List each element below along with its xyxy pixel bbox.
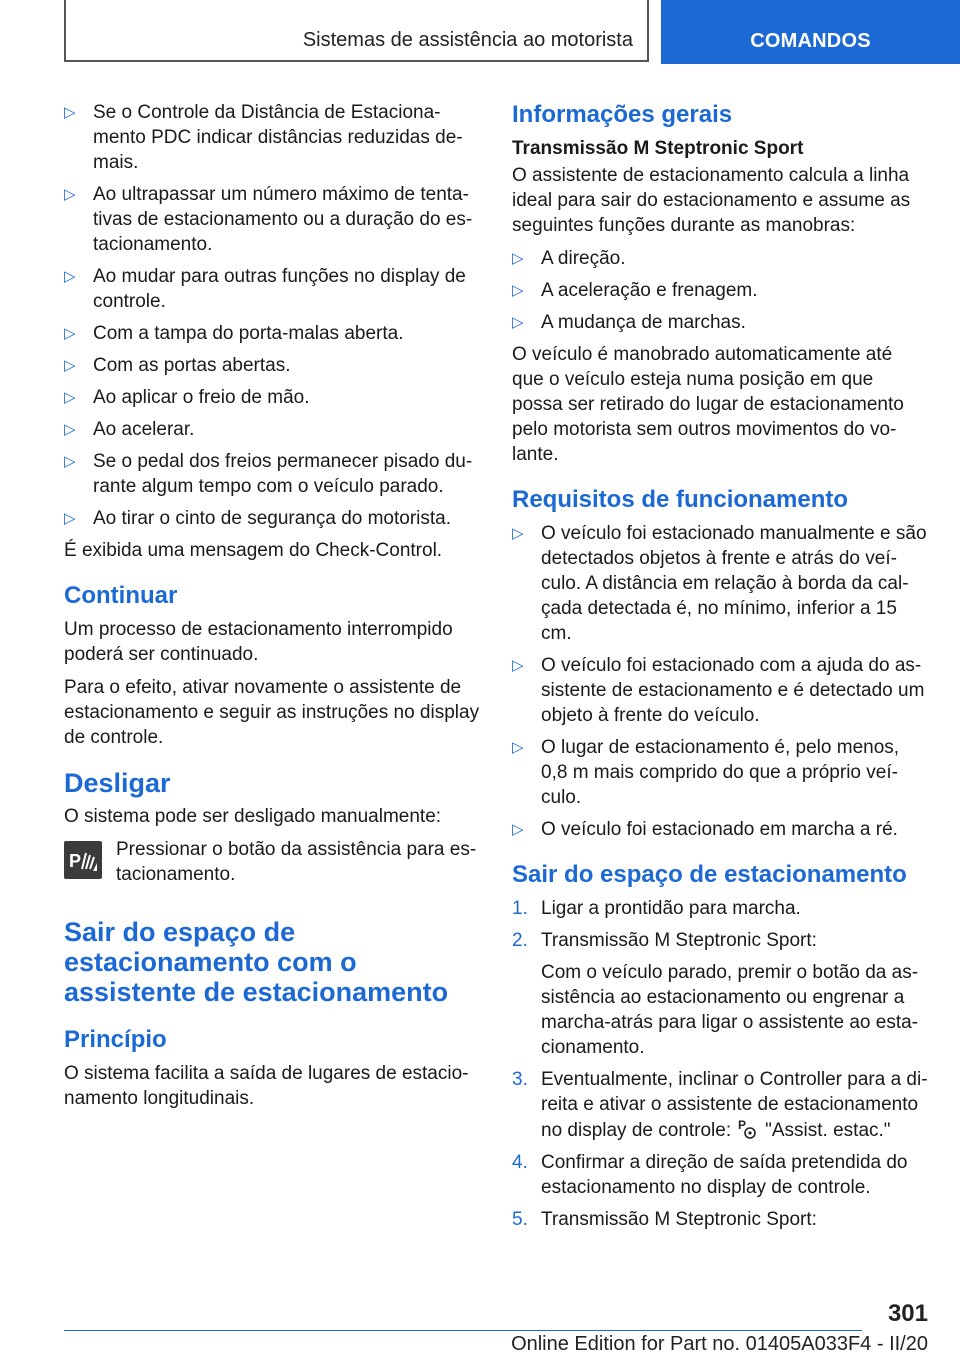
- heading-requisitos: Requisitos de funcionamento: [512, 486, 849, 513]
- subheading: Transmissão M Steptronic Sport: [512, 138, 804, 159]
- triangle-bullet-icon: ▷: [64, 104, 76, 121]
- svg-text:P: P: [69, 851, 82, 871]
- page-number: 301: [887, 1300, 928, 1327]
- triangle-bullet-icon: ▷: [64, 357, 76, 374]
- triangle-bullet-icon: ▷: [512, 525, 524, 542]
- list-item: ▷ Ao mudar para outras funções no display de controle.: [64, 266, 466, 312]
- paragraph: O veículo é manobrado automaticamente até que o veículo esteja numa posição em que possa ser retirado do lugar de estacionamento pelo motorista sem outros movimentos do vo-lante.: [512, 344, 904, 465]
- list-item: ▷ Se o pedal dos freios permanecer pisado du-rante algum tempo com o veículo parado.: [64, 451, 473, 497]
- heading-desligar: Desligar: [64, 768, 171, 798]
- heading-sair-com-assistente: Sair do espaço de estacionamento com o assistente de estacionamento: [64, 917, 449, 1007]
- triangle-bullet-icon: ▷: [512, 739, 524, 756]
- step-item: 3. Eventualmente, inclinar o Controller para a di-reita e ativar o assistente de estacionamento no display de controle: P "Assist. estac.": [512, 1069, 928, 1141]
- triangle-bullet-icon: ▷: [64, 453, 76, 470]
- list-item: ▷ Ao acelerar.: [64, 419, 195, 440]
- triangle-bullet-icon: ▷: [64, 268, 76, 285]
- triangle-bullet-icon: ▷: [512, 821, 524, 838]
- list-item: ▷ O veículo foi estacionado com a ajuda do as-sistente de estacionamento e é detectado um objeto à frente do veículo.: [512, 655, 925, 726]
- list-item: ▷ Ao tirar o cinto de segurança do motorista.: [64, 508, 452, 529]
- triangle-bullet-icon: ▷: [64, 186, 76, 203]
- list-item: ▷ Se o Controle da Distância de Estaciona-mento PDC indicar distâncias reduzidas de-mais.: [64, 102, 463, 173]
- parking-assist-menu-icon: [737, 1117, 759, 1141]
- triangle-bullet-icon: ▷: [512, 657, 524, 674]
- left-column: [64, 100, 480, 1119]
- triangle-bullet-icon: ▷: [512, 250, 524, 267]
- right-column: [512, 100, 928, 1239]
- header-title-box: [64, 0, 649, 62]
- triangle-bullet-icon: ▷: [64, 389, 76, 406]
- triangle-bullet-icon: ▷: [512, 282, 524, 299]
- triangle-bullet-icon: ▷: [512, 314, 524, 331]
- list-item: ▷ A direção.: [512, 248, 626, 269]
- heading-continuar: Continuar: [64, 582, 178, 609]
- list-item: ▷ A mudança de marchas.: [512, 312, 746, 333]
- list-item: ▷ Com a tampa do porta-malas aberta.: [64, 323, 404, 344]
- list-item: ▷ A aceleração e frenagem.: [512, 280, 758, 301]
- icon-instruction: P Pressionar o botão da assistência para es-tacionamento.: [64, 837, 480, 887]
- heading-informacoes-gerais: Informações gerais: [512, 101, 733, 128]
- footer-edition: Online Edition for Part no. 01405A033F4 - II/20: [511, 1333, 928, 1355]
- triangle-bullet-icon: ▷: [64, 510, 76, 527]
- heading-sair: Sair do espaço de estacionamento: [512, 861, 907, 888]
- triangle-bullet-icon: ▷: [64, 325, 76, 342]
- header-section-tab: [661, 0, 960, 64]
- step-item: 2. Transmissão M Steptronic Sport: Com o veículo parado, premir o botão da as-sistência ao estacionamento ou engrenar a marcha-atrás para ligar o assistente ao esta-cionamento.: [512, 930, 919, 1058]
- header-section: COMANDOS: [750, 30, 871, 52]
- paragraph: Um processo de estacionamento interrompido poderá ser continuado.: [64, 619, 453, 665]
- list-item: ▷ Com as portas abertas.: [64, 355, 291, 376]
- footer-divider: [64, 1330, 862, 1331]
- heading-principio: Princípio: [64, 1026, 167, 1053]
- header-title: Sistemas de assistência ao motorista: [302, 29, 633, 51]
- triangle-bullet-icon: ▷: [64, 421, 76, 438]
- step-item: 1. Ligar a prontidão para marcha.: [512, 898, 801, 919]
- step-item: 5. Transmissão M Steptronic Sport:: [512, 1209, 817, 1230]
- parking-assist-button-icon: [64, 841, 102, 879]
- list-item: ▷ O veículo foi estacionado manualmente e são detectados objetos à frente e atrás do veí-culo. A distância em relação à borda da cal-çada detectada é, no mínimo, inferior a 15 cm.: [512, 523, 927, 644]
- step-item: 4. Confirmar a direção de saída pretendida do estacionamento no display de controle.: [512, 1152, 908, 1198]
- list-item: ▷ Ao ultrapassar um número máximo de tenta-tivas de estacionamento ou a duração do es-tacionamento.: [64, 184, 473, 255]
- list-item: ▷ O lugar de estacionamento é, pelo menos, 0,8 m mais comprido do que a próprio veí-culo.: [512, 737, 900, 808]
- paragraph: O sistema pode ser desligado manualmente:: [64, 806, 442, 827]
- list-item: ▷ Ao aplicar o freio de mão.: [64, 387, 310, 408]
- list-item: ▷ O veículo foi estacionado em marcha a ré.: [512, 819, 898, 840]
- check-control-note: É exibida uma mensagem do Check-Control.: [64, 540, 443, 561]
- paragraph: O assistente de estacionamento calcula a linha ideal para sair do estacionamento e assume as seguintes funções durante as manobras:: [512, 165, 911, 236]
- svg-text:P: P: [738, 1118, 747, 1132]
- paragraph: O sistema facilita a saída de lugares de estacio-namento longitudinais.: [64, 1063, 469, 1109]
- paragraph: Para o efeito, ativar novamente o assistente de estacionamento e seguir as instruções no display de controle.: [64, 677, 480, 748]
